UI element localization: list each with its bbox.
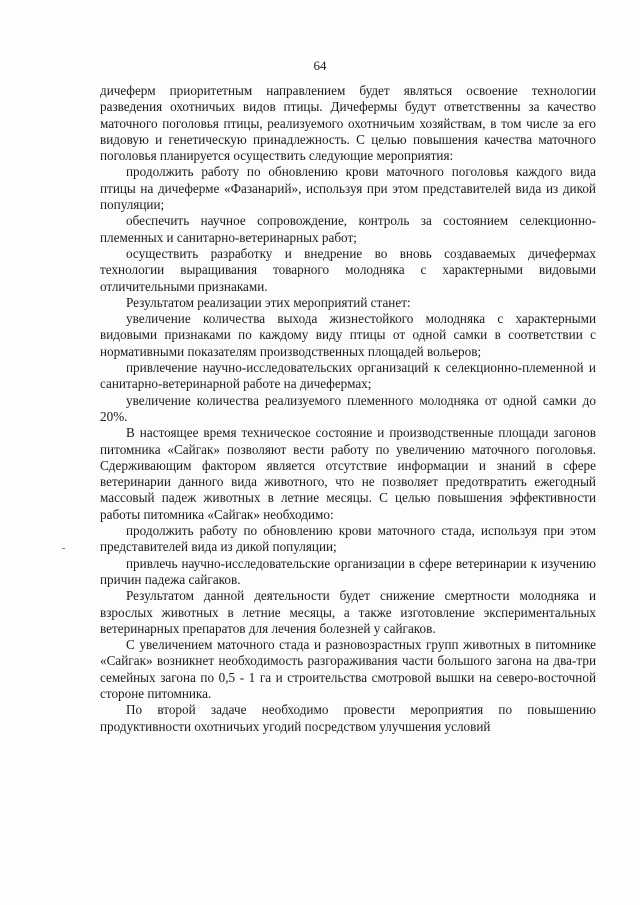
paragraph: дичеферм приоритетным направлением будет являться освоение технологии разведения охотничьих видов птицы. Дичефермы будут ответственны за качество маточного поголовья птицы, реализуемого охотничьим хозяйствам, в том числе за его видовую и генетическую принадлежность. С целью повышения качества маточного поголовья планируется осуществить следующие мероприятия: (100, 83, 596, 164)
paragraph: осуществить разработку и внедрение во вновь создаваемых дичефермах технологии выращивания товарного молодняка с характерными видовыми отличительными признаками. (100, 245, 596, 294)
paragraph: По второй задаче необходимо провести мероприятия по повышению продуктивности охотничьих угодий посредством улучшения условий (100, 702, 596, 734)
paragraph: продолжить работу по обновлению крови маточного стада, используя при этом представителей вида из дикой популяции; (100, 523, 596, 555)
paragraph: продолжить работу по обновлению крови маточного поголовья каждого вида птицы на дичеферме «Фазанарий», используя при этом представителей вида из дикой популяции; (100, 164, 596, 213)
paragraph: увеличение количества выхода жизнестойкого молодняка с характерными видовыми признаками по каждому виду птицы от одной самки в соответствии с нормативными показателям производственных площадей вольеров; (100, 311, 596, 359)
paragraph: увеличение количества реализуемого племенного молодняка от одной самки до 20%. (100, 392, 596, 424)
paragraph: Результатом реализации этих мероприятий станет: (126, 294, 411, 310)
paragraph: привлечь научно-исследовательские организации в сфере ветеринарии к изучению причин падежа сайгаков. (100, 555, 596, 587)
paragraph: обеспечить научное сопровождение, контроль за состоянием селекционно-племенных и санитарно-ветеринарных работ; (100, 213, 596, 245)
page-number: 64 (313, 58, 327, 73)
body-text (100, 83, 596, 735)
paragraph: В настоящее время техническое состояние и производственные площади загонов питомника «Сайгак» позволяют вести работу по увеличению маточного поголовья. Сдерживающим фактором является отсутствие информации и знаний в сфере ветеринарии данного вида животного, что не позволяет предотвратить ежегодный массовый падеж животных в летние месяцы. С целью повышения эффективности работы питомника «Сайгак» необходимо: (100, 425, 596, 522)
paragraph: С увеличением маточного стада и разновозрастных групп животных в питомнике «Сайгак» возникнет необходимость разгораживания части большого загона на два-три семейных загона по 0,5 - 1 га и строительства смотровой вышки на северо-восточной стороне питомника. (100, 637, 596, 701)
scan-mark (62, 548, 65, 549)
paragraph: привлечение научно-исследовательских организаций к селекционно-племенной и санитарно-ветеринарной работе на дичефермах; (100, 360, 596, 392)
paragraph: Результатом данной деятельности будет снижение смертности молодняка и взрослых животных в летние месяцы, а также изготовление экспериментальных ветеринарных препаратов для лечения болезней у сайгаков. (100, 588, 596, 636)
